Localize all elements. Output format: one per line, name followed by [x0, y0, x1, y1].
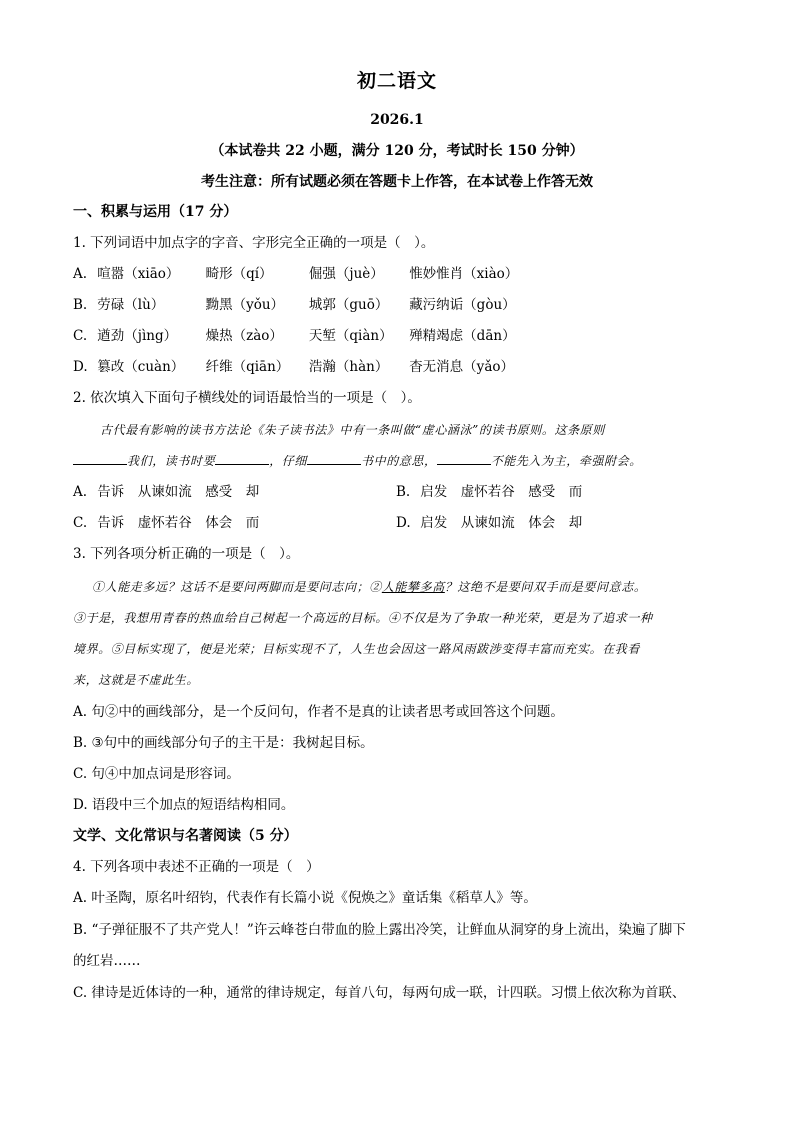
passage-text: ？这绝不是要问双手而是要问意志。 [444, 580, 647, 594]
option-item: 劳碌（lù） [97, 297, 165, 313]
question-4-stem: 4. 下列各项中表述不正确的一项是（ ） [73, 859, 320, 875]
option-label: B. [73, 297, 88, 313]
passage-text: ，仔细 [269, 454, 308, 468]
underlined-phrase: 人能攀多高 [381, 580, 445, 594]
question-2-option-c [73, 514, 259, 532]
question-3-option-c: C. 句④中加点词是形容词。 [73, 766, 240, 782]
question-2-option-a [73, 483, 259, 501]
option-item: 喧嚣（xiāo） [97, 266, 180, 282]
option-text: 告诉 虚怀若谷 体会 而 [97, 515, 260, 531]
option-item: 篡改（cuàn） [97, 359, 185, 375]
question-2-option-d [396, 514, 582, 532]
question-3-stem: 3. 下列各项分析正确的一项是（ ）。 [73, 546, 300, 562]
question-1-option-d [73, 358, 514, 376]
option-item: 藏污纳诟（gòu） [409, 297, 516, 313]
option-label: C. [73, 328, 88, 344]
fill-blank [73, 452, 127, 465]
question-3-passage-line-1 [92, 578, 646, 596]
fill-blank [215, 452, 269, 465]
question-3-option-b: B. ③句中的画线部分句子的主干是：我树起目标。 [73, 735, 374, 751]
question-3-option-a: A. 句②中的画线部分，是一个反问句，作者不是真的让读者思考或回答这个问题。 [73, 704, 564, 720]
passage-text: 我们，读书时要 [127, 454, 216, 468]
option-label: A. [73, 484, 88, 500]
question-2-stem: 2. 依次填入下面句子横线处的词语最恰当的一项是（ ）。 [73, 390, 421, 406]
option-item: 纤维（qiān） [205, 359, 290, 375]
question-4-option-a: A. 叶圣陶，原名叶绍钧，代表作有长篇小说《倪焕之》童话集《稻草人》等。 [73, 890, 537, 906]
question-2-passage-line-1: 古代最有影响的读书方法论《朱子读书法》中有一条叫做“虚心涵泳”的读书原则。这条原则 [100, 423, 605, 437]
question-3-passage-line-2: ③于是，我想用青春的热血给自己树起一个高远的目标。④不仅是为了争取一种光荣，更是为了追求一种 [73, 611, 653, 625]
option-item: 遒劲（jìng） [97, 328, 178, 344]
question-1-option-b [73, 296, 516, 314]
option-item: 畸形（qí） [205, 266, 273, 282]
option-label: A. [73, 266, 88, 282]
passage-text: 不能先入为主，牵强附会。 [490, 454, 642, 468]
question-2-passage-line-2 [73, 452, 642, 470]
option-item: 天堑（qiàn） [308, 328, 393, 344]
passage-text: 书中的意思， [361, 454, 437, 468]
option-item: 浩瀚（hàn） [308, 359, 389, 375]
fill-blank [437, 452, 491, 465]
option-label: D. [396, 515, 411, 531]
question-4-option-c-line-1: C. 律诗是近体诗的一种，通常的律诗规定，每首八句，每两句成一联，计四联。习惯上依次称为首联、 [73, 985, 686, 1001]
question-2-option-b [396, 483, 582, 501]
option-item: 燥热（zào） [205, 328, 283, 344]
exam-notice: 考生注意：所有试题必须在答题卡上作答，在本试卷上作答无效 [201, 174, 593, 190]
question-4-option-b-line-2: 的红岩…… [73, 953, 141, 969]
question-3-option-d: D. 语段中三个加点的短语结构相同。 [73, 797, 295, 813]
option-item: 黝黑（yǒu） [205, 297, 285, 313]
option-item: 杳无消息（yǎo） [409, 359, 514, 375]
option-item: 惟妙惟肖（xiào） [409, 266, 519, 282]
section-heading: 文学、文化常识与名著阅读（5 分） [73, 828, 298, 844]
passage-text: ①人能走多远？这话不是要问两脚而是要问志向；② [92, 580, 382, 594]
question-1-option-c [73, 327, 516, 345]
exam-info: （本试卷共 22 小题，满分 120 分，考试时长 150 分钟） [210, 143, 584, 159]
option-label: C. [73, 515, 88, 531]
option-text: 启发 从谏如流 体会 却 [420, 515, 583, 531]
fill-blank [307, 452, 361, 465]
question-3-passage-line-3: 境界。⑤目标实现了，便是光荣；目标实现不了，人生也会因这一路风雨跋涉变得丰富而充实。在我看 [73, 642, 641, 656]
option-label: D. [73, 359, 88, 375]
question-4-option-b-line-1: B. “子弹征服不了共产党人！”许云峰苍白带血的脸上露出冷笑，让鲜血从洞穿的身上流出，染遍了脚下 [73, 922, 686, 938]
question-1-option-a [73, 265, 518, 283]
option-item: 城郭（guō） [308, 297, 389, 313]
option-item: 殚精竭虑（dān） [409, 328, 516, 344]
option-text: 告诉 从谏如流 感受 却 [97, 484, 260, 500]
option-label: B. [396, 484, 411, 500]
question-1-stem: 1. 下列词语中加点字的字音、字形完全正确的一项是（ ）。 [73, 235, 435, 251]
question-3-passage-line-4: 来，这就是不虚此生。 [73, 673, 200, 687]
exam-date: 2026.1 [370, 112, 424, 128]
section-heading: 一、积累与运用（17 分） [73, 204, 238, 220]
option-item: 倔强（juè） [308, 266, 384, 282]
page-title: 初二语文 [356, 70, 437, 92]
option-text: 启发 虚怀若谷 感受 而 [420, 484, 583, 500]
